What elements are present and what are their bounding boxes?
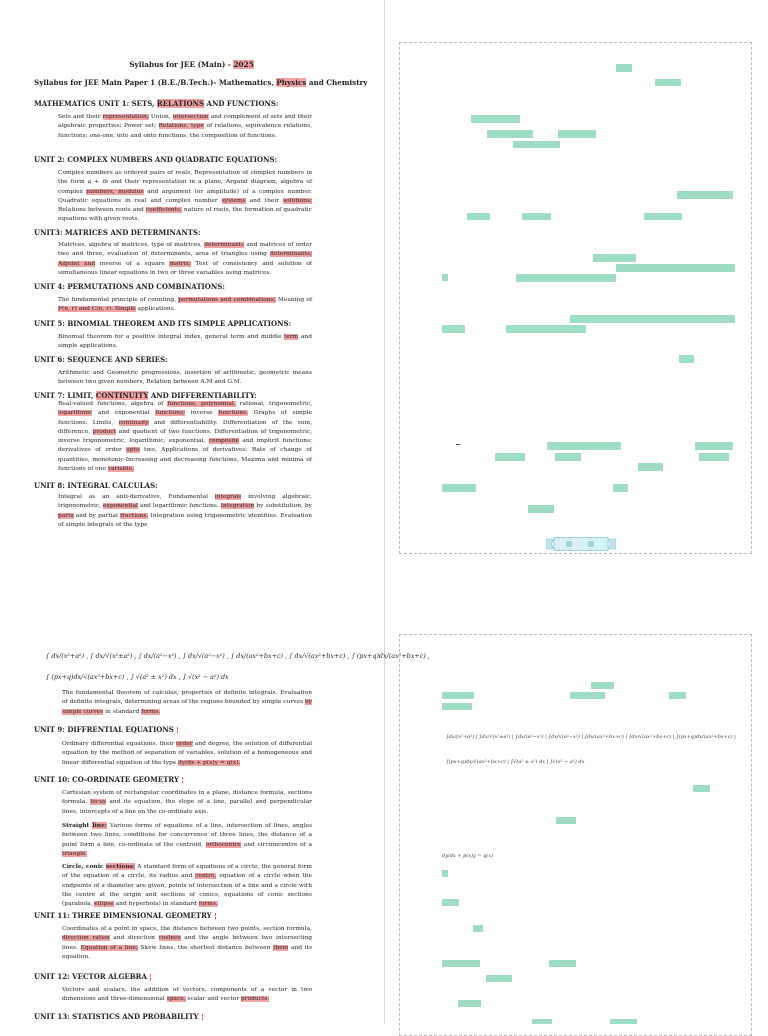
highlight: Relations, type — [158, 123, 204, 130]
highlight: by simple curves — [62, 699, 312, 715]
text: equation of a circle when the endpoints of a diameter are given, points of intersection of a line and a circle with the centre at the origin and sections of conics, equations of conic sections (parabola, — [62, 873, 313, 908]
text-block — [558, 130, 596, 138]
text-block — [616, 64, 632, 72]
highlight: cosines — [158, 935, 181, 942]
highlight: logarithmic — [58, 410, 93, 417]
text: and quotient of two functions. Differentiation of trigonometric, inverse trigonometric, logarithmic, exponential, — [58, 428, 312, 445]
unit2-text — [58, 169, 312, 225]
text: inverse of a square — [95, 260, 170, 267]
highlight: intersection — [172, 114, 209, 120]
text: and logarithmic functions. — [137, 503, 221, 510]
text-block — [591, 682, 614, 689]
highlight: exponential — [103, 503, 138, 510]
text: involving algebraic, trigonometric, — [58, 494, 313, 510]
highlight: Equation of a line; — [80, 944, 138, 951]
highlight: forms. — [198, 901, 218, 908]
text: Relations between roots and — [58, 207, 146, 214]
text: and the angle between two intersecting lines. — [62, 935, 313, 951]
highlight: ellipse — [94, 901, 114, 908]
unit7-heading — [34, 391, 257, 400]
straight-line-text — [62, 821, 312, 859]
text-block — [522, 213, 551, 220]
text: Real-valued functions, algebra of — [58, 401, 168, 407]
text-block — [442, 274, 448, 281]
text: and direction — [109, 935, 159, 942]
highlight: matrix; — [169, 260, 191, 267]
text-block — [613, 484, 628, 492]
highlight: solutions; — [283, 197, 312, 204]
unit13-heading-text: UNIT 13: STATISTICS AND PROBABILITY — [34, 1012, 199, 1021]
unit1-text — [58, 113, 312, 141]
unit11-heading-text: UNIT 11: THREE DIMENSIONAL GEOMETRY — [34, 911, 212, 920]
unit3-text — [58, 241, 312, 278]
unit5-heading: UNIT 5: BINOMIAL THEOREM AND ITS SIMPLE APPLICATIONS: — [34, 319, 292, 328]
text: Matrices, algebra of matrices, type of matrices, — [58, 242, 205, 248]
title-year: 2025 — [233, 60, 254, 69]
highlight: determinants; Adjoint and — [58, 251, 312, 267]
unit3-heading: UNIT3: MATRICES AND DETERMINANTS: — [34, 228, 201, 237]
text-block — [486, 975, 512, 982]
text-block — [699, 453, 729, 461]
ribbon-banner-icon — [546, 537, 616, 551]
highlight: dy/dx + p(x)y = q(x). — [178, 759, 241, 766]
text: Union, — [148, 114, 173, 120]
highlight: coefficients, — [145, 207, 182, 214]
subtitle-physics: Physics — [276, 78, 307, 87]
unit9-heading — [34, 725, 179, 734]
highlight: products. — [241, 996, 270, 1003]
unit2-heading: UNIT 2: COMPLEX NUMBERS AND QUADRATIC EQUATIONS: — [34, 155, 278, 164]
text-block — [547, 442, 621, 450]
unit5-text — [58, 333, 312, 352]
text: rational, trigonometric, — [235, 401, 312, 407]
text: and simple applications. — [58, 334, 312, 350]
text-block — [669, 692, 686, 699]
text: and by partial — [73, 512, 121, 519]
text: scalar and vector — [185, 996, 242, 1003]
unit1-heading-post: AND FUNCTIONS: — [204, 99, 279, 108]
text-block — [570, 692, 605, 699]
text: and exponential — [92, 410, 156, 417]
text-block — [513, 141, 560, 148]
red-mark: ¦ — [176, 725, 179, 734]
text: The fundamental principle of counting, — [58, 297, 179, 303]
text-block — [487, 130, 533, 138]
text-block — [442, 870, 448, 877]
highlight: them — [273, 944, 289, 951]
red-mark: ¦ — [214, 911, 217, 920]
unit13-heading — [34, 1012, 204, 1021]
unit8-heading: UNIT 8: INTEGRAL CALCULAS: — [34, 481, 158, 490]
text-block — [442, 703, 472, 710]
text-block — [442, 899, 459, 906]
page-title — [0, 60, 383, 69]
text: Complex numbers as ordered pairs of reals, Representation of complex numbers in the form a + ib and their representation in a plane, Argand diagram, algebra of complex — [58, 170, 312, 195]
unit7-heading-hl: CONTINUITY — [95, 391, 149, 400]
red-mark: ¦ — [201, 1012, 204, 1021]
highlight: functions; — [155, 410, 186, 417]
highlight: continuity — [118, 419, 149, 426]
unit8-text — [58, 493, 312, 530]
text: and implicit functions; derivatives of order — [58, 438, 313, 454]
highlight: upto — [126, 447, 140, 454]
unit12-heading — [34, 972, 152, 981]
text: and its equation, the slope of a line, parallel and perpendicular lines, intercepts of a line on the co-ordinate axis. — [62, 799, 312, 815]
highlight: Integration — [220, 503, 255, 510]
text: and circumcentre of a — [241, 841, 313, 848]
unit10-heading-text: UNIT 10: CO-ORDINATE GEOMETRY — [34, 775, 180, 784]
unit12-heading-text: UNIT 12: VECTOR ALGEBRA — [34, 972, 147, 981]
red-mark: ¦ — [181, 775, 184, 784]
text: A standard form of equations of a circle, the general form of the equation of a circle, its radius and — [62, 864, 312, 880]
red-mark: ¦ — [149, 972, 152, 981]
layout-frame-top — [399, 42, 752, 554]
text: and matrices of order two and three, evaluation of determinants, area of triangles using — [58, 242, 313, 258]
text: Vectors and scalars, the addition of vectors, components of a vector in two dimensions and three-dimensional — [62, 987, 312, 1003]
text-block — [473, 925, 483, 932]
unit4-text — [58, 296, 312, 315]
highlight: line: — [92, 822, 107, 829]
unit7-heading-post: AND DIFFERENTIABILITY: — [148, 391, 257, 400]
highlight: sections: — [105, 863, 136, 870]
highlight: forms. — [141, 708, 161, 715]
text-block — [471, 115, 520, 123]
unit6-text: Arithmetic and Geometric progressions, insertion of arithmetic, geometric means between two given numbers, Relation between A.M and G.M. — [58, 370, 312, 386]
highlight: product — [92, 428, 117, 435]
text: and complement of sets and their algebraic properties; Power set; — [58, 114, 313, 130]
mini-formula-row-1: ∫dx/(x²+a²) | ∫dx/√(x²±a²) | ∫dx/(a²−x²) | ∫dx/√(a²−x²) | ∫dx/(ax²+bx+c) | ∫dx/√(ax²+bx+c) | ∫(px+q)dx/(ax²+bx+c) | — [446, 734, 736, 740]
text-block — [555, 453, 581, 461]
text-block — [458, 1000, 481, 1007]
unit11-text — [62, 925, 312, 962]
text-block — [638, 463, 663, 471]
text: Meaning of — [275, 297, 313, 303]
text: two, Applications of derivatives: Rate of change of quantities, monotonic-Increasing and decreasing functions, Maxima and minima of functions of one — [58, 447, 312, 473]
unit1-heading-hl: RELATIONS — [156, 99, 205, 108]
highlight: numbers, modulus — [86, 188, 144, 195]
highlight: determinants — [204, 242, 245, 248]
text-block — [442, 325, 465, 333]
subtitle-post: and Chemistry — [306, 78, 368, 87]
label: Straight — [62, 822, 93, 829]
unit12-text — [62, 986, 312, 1005]
text-block — [693, 785, 710, 792]
text-block — [570, 315, 735, 323]
unit10-text — [62, 789, 312, 817]
integrals-row-1: ∫ dx/(x²+a²) , ∫ dx/√(x²±a²) , ∫ dx/(a²−x²) , ∫ dx/√(a²−x²) , ∫ dx/(ax²+bx+c) , ∫ dx/√(ax²+bx+c) , ∫ (px+q)dx/(ax²+bx+c) , — [46, 652, 430, 660]
text-block — [467, 213, 490, 220]
text-block — [556, 817, 576, 824]
highlight: order — [176, 741, 193, 747]
label: Circle, conic — [62, 863, 106, 870]
unit9-heading-text: UNIT 9: DIFFRENTIAL EQUATIONS — [34, 725, 174, 734]
unit1-heading-pre: MATHEMATICS UNIT 1: SETS, — [34, 99, 157, 108]
text-block — [655, 79, 681, 86]
text: Integral as an anti-derivative, Fundamental — [58, 494, 215, 500]
highlight: space, — [166, 996, 186, 1003]
text: nature of roots, the formation of quadratic equations with given roots. — [58, 207, 312, 223]
highlight: term — [284, 334, 299, 340]
text: Coordinates of a point in space, the distance between two points, section formula, — [62, 926, 312, 932]
text: and its equation. — [62, 944, 312, 960]
highlight: orthocentre — [205, 841, 241, 848]
text-block — [506, 325, 586, 333]
text: and their — [245, 197, 284, 204]
unit9-text — [62, 740, 312, 768]
text-block — [532, 1019, 552, 1024]
text-block — [516, 274, 616, 282]
text-block — [679, 355, 694, 363]
text-block — [442, 692, 474, 699]
highlight: integrals — [214, 494, 242, 500]
text: applications. — [135, 306, 176, 313]
dash-mark — [456, 444, 460, 445]
text: The fundamental theorem of calculus, properties of definite integrals. Evaluation of definite integrals, determining areas of the regions bounded by simple curves — [62, 690, 312, 706]
text: of relations, equivalence relations, functions: one-one, into and onto functions, the composition of functions. — [58, 123, 312, 139]
text-block — [442, 960, 480, 967]
ftc-text — [62, 689, 312, 717]
mini-formula-row-2: ∫(px+q)dx/√(ax²+bx+c) | ∫√(a² ± x²) dx | ∫√(x² − a²) dx — [446, 759, 585, 765]
mini-formula-de: dy/dx + p(x)y = q(x) — [442, 853, 494, 859]
highlight: locus — [90, 799, 107, 806]
text-block — [644, 213, 682, 220]
highlight: parts — [58, 512, 74, 519]
text: Sets and their — [58, 114, 103, 120]
text-block — [495, 453, 525, 461]
highlight: functions, polynomial, — [167, 401, 236, 407]
highlight: triangle. — [62, 850, 88, 857]
text-block — [677, 191, 733, 199]
text: Graphs of simple functions. Limits, — [58, 410, 313, 426]
text: by substitution, by — [254, 503, 312, 510]
highlight: P(n, r) and C(n, r). Simple — [58, 306, 136, 313]
circle-conic-text — [62, 862, 312, 909]
text: Test of consistency and solution of simultaneous linear equations in two or three variables using matrices. — [58, 260, 312, 276]
title-text: Syllabus for JEE (Main) - — [129, 60, 234, 69]
text-block — [549, 960, 576, 967]
unit1-heading — [34, 99, 279, 108]
text: in standard — [103, 708, 142, 715]
highlight: representation; — [102, 114, 149, 120]
subtitle-text: Syllabus for JEE Main Paper 1 (B.E./B.Tech.)- Mathematics, — [34, 78, 277, 87]
unit10-heading — [34, 775, 184, 784]
text: Skew lines, the shortest distance between — [137, 944, 274, 951]
text: Binomial theorem for a positive integral index, general term and middle — [58, 334, 285, 340]
text: inverse — [185, 410, 219, 417]
text-block — [593, 254, 636, 262]
unit6-heading: UNIT 6: SEQUENCE AND SERIES: — [34, 355, 168, 364]
highlight: functions. — [218, 410, 248, 417]
text: and argument (or amplitude) of a complex number, Quadratic equations in real and complex number — [58, 188, 312, 204]
text: Integration using trigonometric identities. Evaluation of simple integrals of the type — [58, 512, 312, 528]
unit4-heading: UNIT 4: PERMUTATIONS AND COMBINATIONS: — [34, 282, 225, 291]
text: Cartesian system of rectangular coordinates in a plane, distance formula, sections formula, — [62, 790, 312, 806]
page-subtitle — [34, 78, 368, 87]
text-block — [442, 484, 476, 492]
highlight: centre, — [195, 873, 217, 880]
highlight: systems — [221, 197, 246, 204]
page-divider — [384, 0, 385, 1024]
highlight: composite — [208, 438, 240, 445]
text: and differentiability. Differentiation of the sum, difference, — [58, 419, 312, 435]
text-block — [616, 264, 735, 272]
text: Ordinary differential equations, their — [62, 741, 177, 747]
highlight: direction ratios — [62, 935, 110, 942]
unit7-heading-pre: UNIT 7: LIMIT, — [34, 391, 96, 400]
highlight: variable, — [107, 466, 134, 473]
highlight: fractions. — [120, 512, 149, 519]
text-block — [610, 1019, 637, 1024]
highlight: permutations and combinations; — [178, 297, 276, 303]
integrals-row-2: ∫ (px+q)dx/√(ax²+bx+c) , ∫ √(a² ± x²) dx , ∫ √(x² − a²) dx — [46, 673, 229, 681]
text-block — [528, 505, 554, 513]
text: and degree, the solution of differential equation by the method of separation of variables, solution of a homogeneous and linear differential equation of the type — [62, 741, 312, 766]
text: Various forms of equations of a line, intersection of lines, angles between two lines, conditions for concurrence of three lines, the distance of a point form a line, co-ordinate of the centroid, — [62, 823, 312, 848]
unit11-heading — [34, 911, 217, 920]
unit7-text — [58, 400, 312, 474]
text: and hyperbola) in standard — [113, 901, 199, 908]
text-block — [695, 442, 733, 450]
